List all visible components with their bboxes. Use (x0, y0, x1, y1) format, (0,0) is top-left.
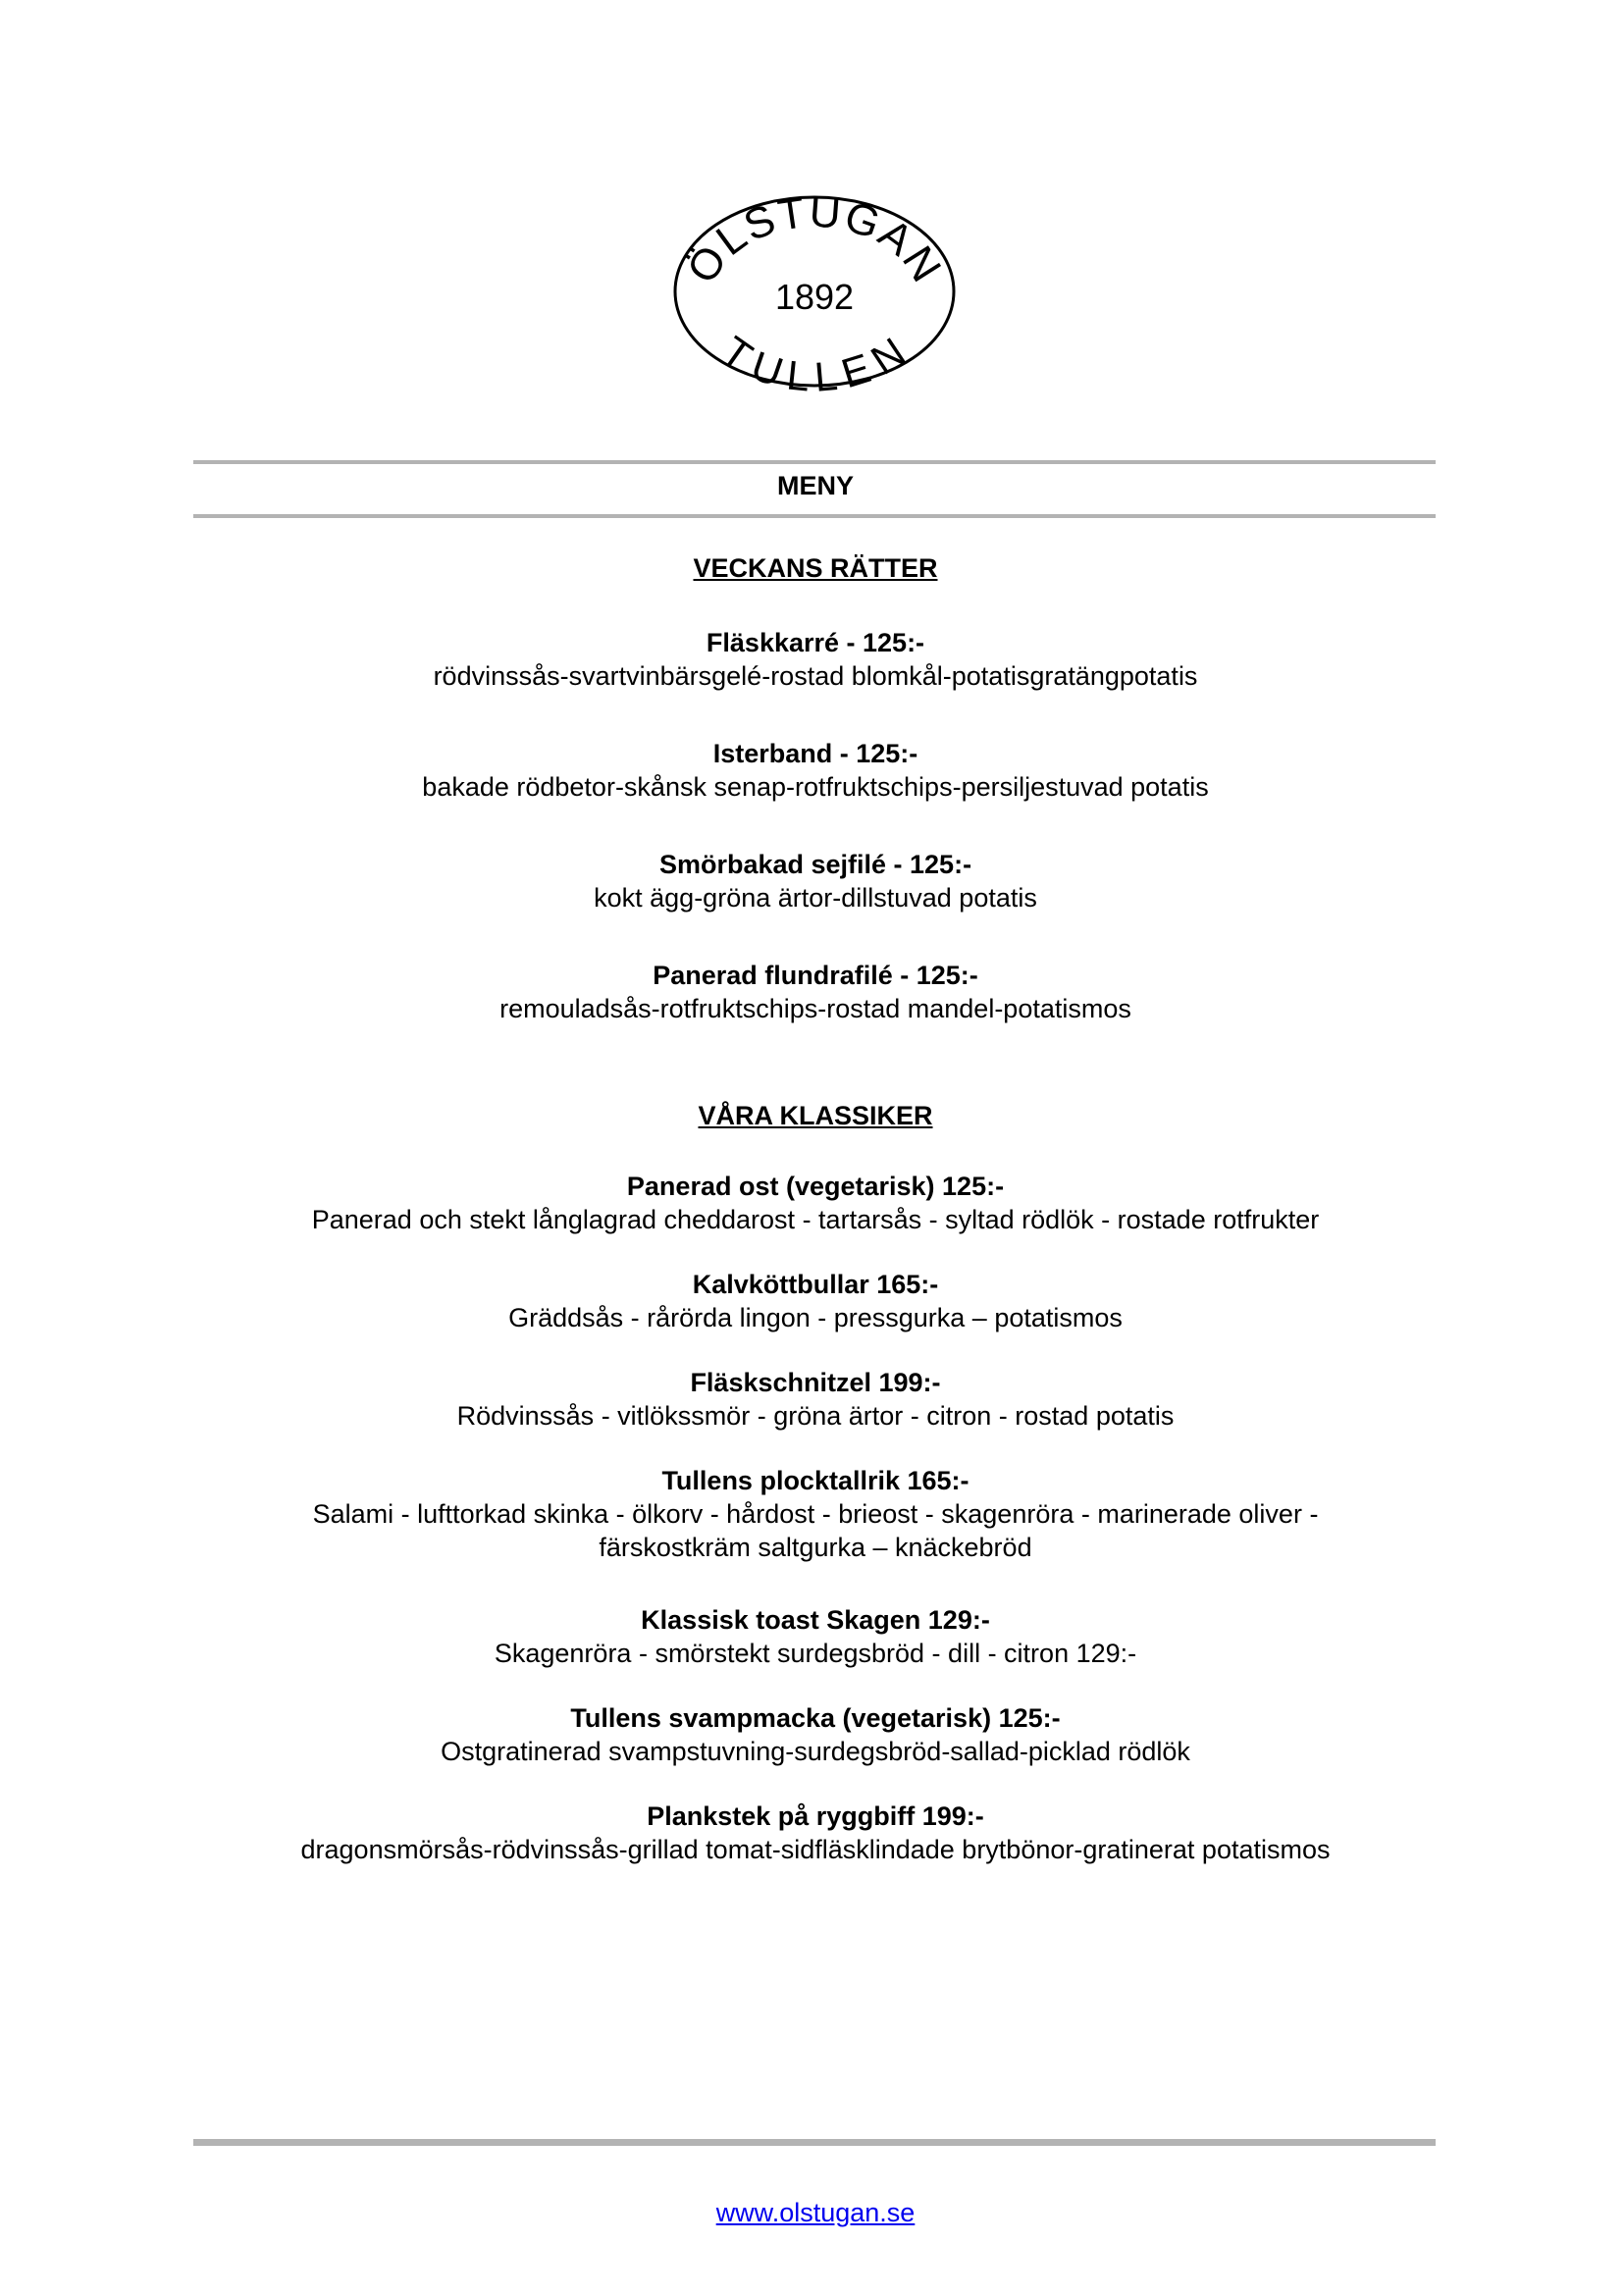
menu-item (0, 1799, 1624, 1866)
menu-item (0, 626, 1624, 693)
menu-item-name: Plankstek på ryggbiff 199:- (647, 1801, 984, 1831)
website-link[interactable]: www.olstugan.se (715, 2198, 916, 2227)
menu-item-name: Tullens svampmacka (vegetarisk) 125:- (570, 1703, 1061, 1733)
section-title-weekly: VECKANS RÄTTER (693, 553, 938, 583)
menu-item-desc: Salami - lufttorkad skinka - ölkorv - hårdost - brieost - skagenröra - marinerade oliver - färskostkräm saltgurka – knäckebröd (312, 1499, 1319, 1562)
menu-item (0, 1603, 1624, 1670)
logo-bottom-text: TULLEN (713, 327, 916, 394)
menu-title: MENY (776, 471, 854, 500)
menu-item (0, 1366, 1624, 1433)
section-title-classics: VÅRA KLASSIKER (698, 1101, 933, 1130)
menu-item (0, 1464, 1624, 1564)
menu-content (0, 551, 1624, 1898)
menu-item (0, 1170, 1624, 1236)
menu-item-name: Panerad flundrafilé - 125:- (653, 961, 978, 990)
menu-item-name: Tullens plocktallrik 165:- (661, 1466, 969, 1495)
menu-item-name: Panerad ost (vegetarisk) 125:- (626, 1172, 1005, 1201)
menu-item-desc: Rödvinssås - vitlökssmör - gröna ärtor - citron - rostad potatis (456, 1401, 1175, 1431)
menu-item-desc: Panerad och stekt långlagrad cheddarost - tartarsås - syltad rödlök - rostade rotfrukter (311, 1205, 1320, 1234)
menu-item (0, 848, 1624, 914)
olstugan-tullen-logo (672, 188, 957, 394)
logo-top-text: ÖLSTUGAN (677, 188, 952, 292)
menu-item-name: Kalvköttbullar 165:- (692, 1270, 939, 1299)
menu-item (0, 1701, 1624, 1768)
header-rule-bottom (193, 514, 1436, 518)
menu-item-desc: Gräddsås - rårörda lingon - pressgurka – potatismos (508, 1303, 1123, 1332)
logo-year: 1892 (774, 277, 855, 317)
menu-item (0, 737, 1624, 804)
header-rule-top (193, 460, 1436, 464)
menu-item-name: Smörbakad sejfilé - 125:- (658, 850, 972, 879)
menu-item-name: Fläskschnitzel 199:- (690, 1368, 941, 1397)
menu-item-desc: rödvinssås-svartvinbärsgelé-rostad blomkål-potatisgratängpotatis (433, 661, 1198, 691)
menu-item-desc: Skagenröra - smörstekt surdegsbröd - dill - citron 129:- (494, 1639, 1137, 1668)
menu-item-desc: Ostgratinerad svampstuvning-surdegsbröd-sallad-picklad rödlök (441, 1737, 1190, 1766)
menu-item (0, 959, 1624, 1025)
menu-item-desc: remouladsås-rotfruktschips-rostad mandel-potatismos (499, 994, 1131, 1023)
menu-item-desc: kokt ägg-gröna ärtor-dillstuvad potatis (594, 883, 1037, 913)
menu-item-name: Isterband - 125:- (712, 739, 918, 768)
menu-item-name: Klassisk toast Skagen 129:- (641, 1605, 990, 1635)
menu-item-name: Fläskkarré - 125:- (706, 628, 925, 657)
menu-item (0, 1268, 1624, 1334)
menu-item-desc: dragonsmörsås-rödvinssås-grillad tomat-sidfläsklindade brytbönor-gratinerat potatismos (300, 1835, 1331, 1864)
footer-rule (193, 2139, 1436, 2146)
menu-item-desc: bakade rödbetor-skånsk senap-rotfruktschips-persiljestuvad potatis (422, 772, 1209, 802)
